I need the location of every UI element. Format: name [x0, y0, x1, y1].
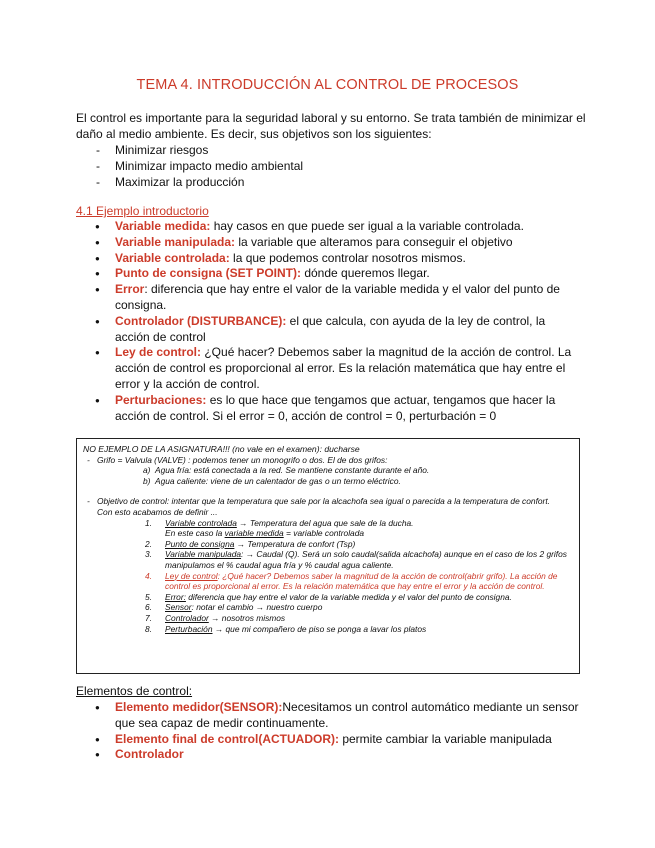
- list-item: [76, 700, 581, 732]
- definitions-list: [76, 219, 581, 424]
- list-item: - Minimizar impacto medio ambiental: [76, 158, 586, 174]
- item-label: Punto de consigna: [165, 538, 235, 549]
- item-number: 7.: [145, 612, 152, 623]
- item-extra-pre: En este caso la: [165, 528, 225, 539]
- item-label: Ley de control: [165, 570, 218, 581]
- item-text: diferencia que hay entre el valor de la variable medida y el valor del punto de consigna.: [185, 591, 512, 602]
- item-number: 8.: [145, 623, 152, 634]
- term-text: Necesitamos un control automático mediante un sensor que sea capaz de medir continuamente.: [115, 700, 579, 730]
- item-label: Variable manipulada: [165, 549, 242, 560]
- item-number: 1.: [145, 517, 152, 528]
- term-text: : diferencia que hay entre el valor de la variable medida y el valor del punto de consigna.: [115, 282, 560, 312]
- item-text: → Temperatura del agua que sale de la ducha.: [236, 517, 414, 528]
- item-number: 6.: [145, 602, 152, 613]
- term-label: Variable manipulada:: [115, 234, 236, 249]
- grifo-option: [83, 465, 573, 476]
- item-label: Perturbación: [165, 623, 213, 634]
- list-item: [76, 747, 581, 763]
- item-text: : notar el cambio → nuestro cuerpo: [191, 602, 323, 613]
- objetivo-line: - Objetivo de control: intentar que la temperatura que sale por la alcachofa sea igual o parecida a la temperatura de confort. Con esto acabamos de definir ...: [83, 496, 573, 517]
- item-extra-label: variable medida: [224, 528, 284, 539]
- item-label: Sensor: [165, 602, 192, 613]
- page-title: TEMA 4. INTRODUCCIÓN AL CONTROL DE PROCESOS: [136, 77, 519, 93]
- term-label: Elemento medidor(SENSOR):: [115, 700, 283, 714]
- box-list-item: [83, 518, 573, 539]
- list-item: [76, 345, 581, 392]
- item-text: : → Caudal (Q). Será un solo caudal(salida alcachofa) aunque en el caso de los 2 grifos manipulamos el % caudal agua fría y % caudal agua caliente.: [165, 549, 567, 570]
- item-extra-post: = variable controlada: [283, 528, 365, 539]
- box-list-item: [83, 592, 573, 603]
- grifo-option: [83, 476, 573, 487]
- term-text: la variable que alteramos para conseguir el objetivo: [235, 234, 513, 249]
- option-text: Agua caliente: viene de un calentador de gas o un termo eléctrico.: [155, 475, 401, 486]
- box-list-item: [83, 571, 573, 592]
- term-text: la que podemos controlar nosotros mismos.: [229, 250, 466, 265]
- item-number: 4.: [145, 570, 152, 581]
- item-text: : ¿Qué hacer? Debemos saber la magnitud de la acción de control(abrir grifo). La acción de control es proporcional al error. Es la relación matemática que hay entre el error y la acción de control.: [165, 570, 558, 592]
- list-item: - Maximizar la producción: [76, 174, 586, 190]
- term-text: ¿Qué hacer? Debemos saber la magnitud de la acción de control. La acción de control es proporcional al error. Es la relación matemática que hay entre el error y la acción de control.: [115, 345, 572, 391]
- example-box: [76, 438, 580, 674]
- list-item: [76, 219, 581, 235]
- intro-paragraph: El control es importante para la seguridad laboral y su entorno. Se trata también de minimizar el daño al medio ambiente. Es decir, sus objetivos son los siguientes:: [76, 111, 586, 141]
- box-list-item: [83, 549, 573, 570]
- elements-list: [76, 700, 581, 763]
- list-item: [76, 393, 581, 425]
- item-number: 2.: [145, 538, 152, 549]
- term-text: el que calcula, con ayuda de la ley de control, la acción de control: [115, 313, 546, 344]
- box-list-item: [83, 624, 573, 635]
- section-heading: 4.1 Ejemplo introductorio: [76, 204, 209, 218]
- term-text: hay casos en que puede ser igual a la variable controlada.: [210, 219, 524, 233]
- box-list-item: [83, 613, 573, 624]
- option-letter: a): [143, 465, 151, 476]
- list-item: [76, 282, 581, 314]
- objectives-list: [76, 142, 586, 190]
- list-item: [76, 314, 581, 346]
- item-text: → Temperatura de confort (Tsp): [234, 538, 356, 549]
- term-label: Elemento final de control(ACTUADOR):: [115, 731, 339, 746]
- term-label: Perturbaciones:: [115, 392, 207, 407]
- item-number: 3.: [145, 549, 152, 560]
- term-text: es lo que hace que tengamos que actuar, tengamos que hacer la acción de control. Si el error = 0, acción de control = 0, perturbación = 0: [115, 392, 556, 423]
- term-label: Ley de control:: [115, 345, 202, 360]
- option-text: Agua fría: está conectada a la red. Se mantiene constante durante el año.: [155, 465, 430, 476]
- term-text: permite cambiar la variable manipulada: [339, 731, 552, 746]
- box-heading: NO EJEMPLO DE LA ASIGNATURA!!! (no vale en el examen): ducharse: [83, 444, 360, 454]
- item-label: Controlador: [165, 612, 209, 623]
- list-item: [76, 235, 581, 251]
- term-label: Controlador: [115, 747, 184, 762]
- box-list-item: [83, 602, 573, 613]
- term-label: Variable controlada:: [115, 250, 230, 265]
- list-item: [76, 266, 581, 282]
- term-label: Punto de consigna (SET POINT):: [115, 266, 301, 281]
- term-label: Variable medida:: [115, 219, 211, 233]
- intro-section: [76, 110, 586, 190]
- item-text: → que mi compañero de piso se ponga a lavar los platos: [212, 623, 427, 634]
- box-list-item: [83, 539, 573, 550]
- term-text: dónde queremos llegar.: [301, 266, 430, 281]
- grifo-line: - Grifo = Valvula (VALVE) : podemos tener un monogrifo o dos. El de dos grifos:: [83, 455, 573, 466]
- list-item: [76, 251, 581, 267]
- elements-heading: Elementos de control:: [76, 684, 193, 698]
- item-text: → nosotros mismos: [208, 612, 286, 623]
- list-item: - Minimizar riesgos: [76, 142, 586, 158]
- term-label: Error: [115, 282, 145, 297]
- list-item: [76, 732, 581, 748]
- item-number: 5.: [145, 591, 152, 602]
- item-label: Error:: [165, 591, 186, 602]
- term-label: Controlador (DISTURBANCE):: [115, 313, 287, 328]
- item-label: Variable controlada: [165, 517, 237, 528]
- option-letter: b): [143, 475, 151, 486]
